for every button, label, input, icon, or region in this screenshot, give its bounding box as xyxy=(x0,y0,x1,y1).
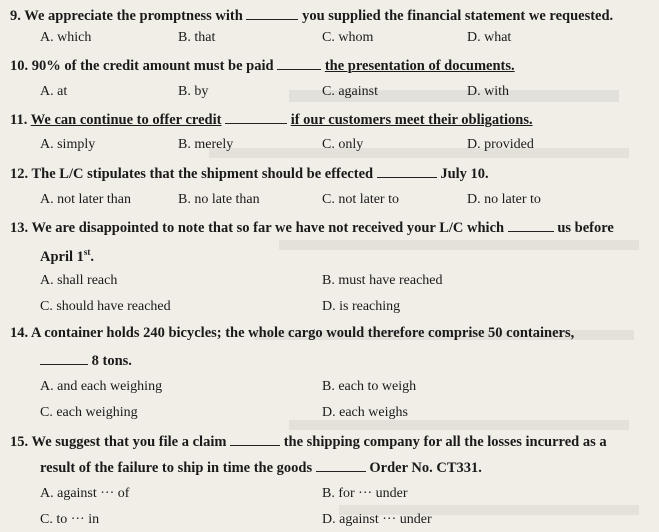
question-13 xyxy=(10,217,655,237)
answer-blank xyxy=(230,431,280,446)
question-12 xyxy=(10,163,655,183)
option-b: B. that xyxy=(178,30,216,45)
answer-blank xyxy=(277,55,321,70)
option-a: A. against ··· of xyxy=(40,486,130,501)
option-d: D. provided xyxy=(467,137,534,152)
question-number: 11. xyxy=(10,112,28,128)
answer-blank xyxy=(225,109,287,124)
question-stem: April 1 xyxy=(40,248,84,265)
answer-blank xyxy=(508,217,554,232)
option-a: A. simply xyxy=(40,137,96,152)
option-a: A. shall reach xyxy=(40,273,118,288)
question-stem: We suggest that you file a claim xyxy=(31,434,227,450)
option-b: B. no late than xyxy=(178,192,260,207)
question-14 xyxy=(10,324,655,342)
option-c: C. should have reached xyxy=(40,299,171,314)
option-b: B. for ··· under xyxy=(322,486,408,501)
question-stem: A container holds 240 bicycles; the whole cargo would therefore comprise 50 containers, xyxy=(30,325,575,341)
option-d: D. no later to xyxy=(467,192,541,207)
question-stem: the shipping company for all the losses incurred as a xyxy=(283,434,607,450)
option-b: B. must have reached xyxy=(322,273,443,288)
option-d: D. is reaching xyxy=(322,299,401,314)
question-stem: 8 tons. xyxy=(91,353,132,369)
question-number: 13. xyxy=(10,220,29,236)
question-stem: We are disappointed to note that so far we have not received your L/C which xyxy=(31,220,505,236)
question-number: 14. xyxy=(10,325,29,341)
option-b: B. each to weigh xyxy=(322,379,417,394)
option-a: A. which xyxy=(40,30,92,45)
question-stem: us before xyxy=(557,220,614,236)
answer-blank xyxy=(377,163,437,178)
option-a: A. at xyxy=(40,84,68,99)
question-stem: the presentation of documents. xyxy=(324,58,515,74)
question-15-line-2 xyxy=(40,457,659,477)
option-c: C. whom xyxy=(322,30,374,45)
question-stem: . xyxy=(90,248,95,265)
question-stem: 90% of the credit amount must be paid xyxy=(31,58,274,74)
option-d: D. with xyxy=(467,84,509,99)
option-d: D. against ··· under xyxy=(322,512,432,527)
option-b: B. merely xyxy=(178,137,234,152)
question-number: 12. xyxy=(10,166,29,182)
option-c: C. only xyxy=(322,137,364,152)
question-stem: We can continue to offer credit xyxy=(30,112,222,128)
option-b: B. by xyxy=(178,84,209,99)
answer-blank xyxy=(40,350,88,365)
question-stem: July 10. xyxy=(440,166,489,182)
superscript: st xyxy=(83,247,91,257)
question-13-line-2 xyxy=(40,243,659,266)
option-c: C. each weighing xyxy=(40,405,138,420)
question-10 xyxy=(10,55,655,75)
question-14-line-2 xyxy=(40,350,659,370)
question-number: 9. xyxy=(10,8,21,24)
question-stem: We appreciate the promptness with xyxy=(24,8,243,24)
option-a: A. not later than xyxy=(40,192,131,207)
answer-blank xyxy=(316,457,366,472)
option-c: C. not later to xyxy=(322,192,399,207)
question-stem: result of the failure to ship in time the goods xyxy=(40,460,313,476)
option-d: D. each weighs xyxy=(322,405,408,420)
question-11 xyxy=(10,109,655,129)
question-9 xyxy=(10,5,655,25)
option-d: D. what xyxy=(467,30,512,45)
option-c: C. to ··· in xyxy=(40,512,100,527)
question-number: 15. xyxy=(10,434,29,450)
question-stem: The L/C stipulates that the shipment should be effected xyxy=(31,166,374,182)
answer-blank xyxy=(246,5,298,20)
question-number: 10. xyxy=(10,58,29,74)
question-stem: you supplied the financial statement we requested. xyxy=(302,8,614,24)
question-15 xyxy=(10,431,655,451)
option-a: A. and each weighing xyxy=(40,379,163,394)
question-stem: Order No. CT331. xyxy=(369,460,482,476)
question-stem: if our customers meet their obligations. xyxy=(290,112,533,128)
option-c: C. against xyxy=(322,84,378,99)
